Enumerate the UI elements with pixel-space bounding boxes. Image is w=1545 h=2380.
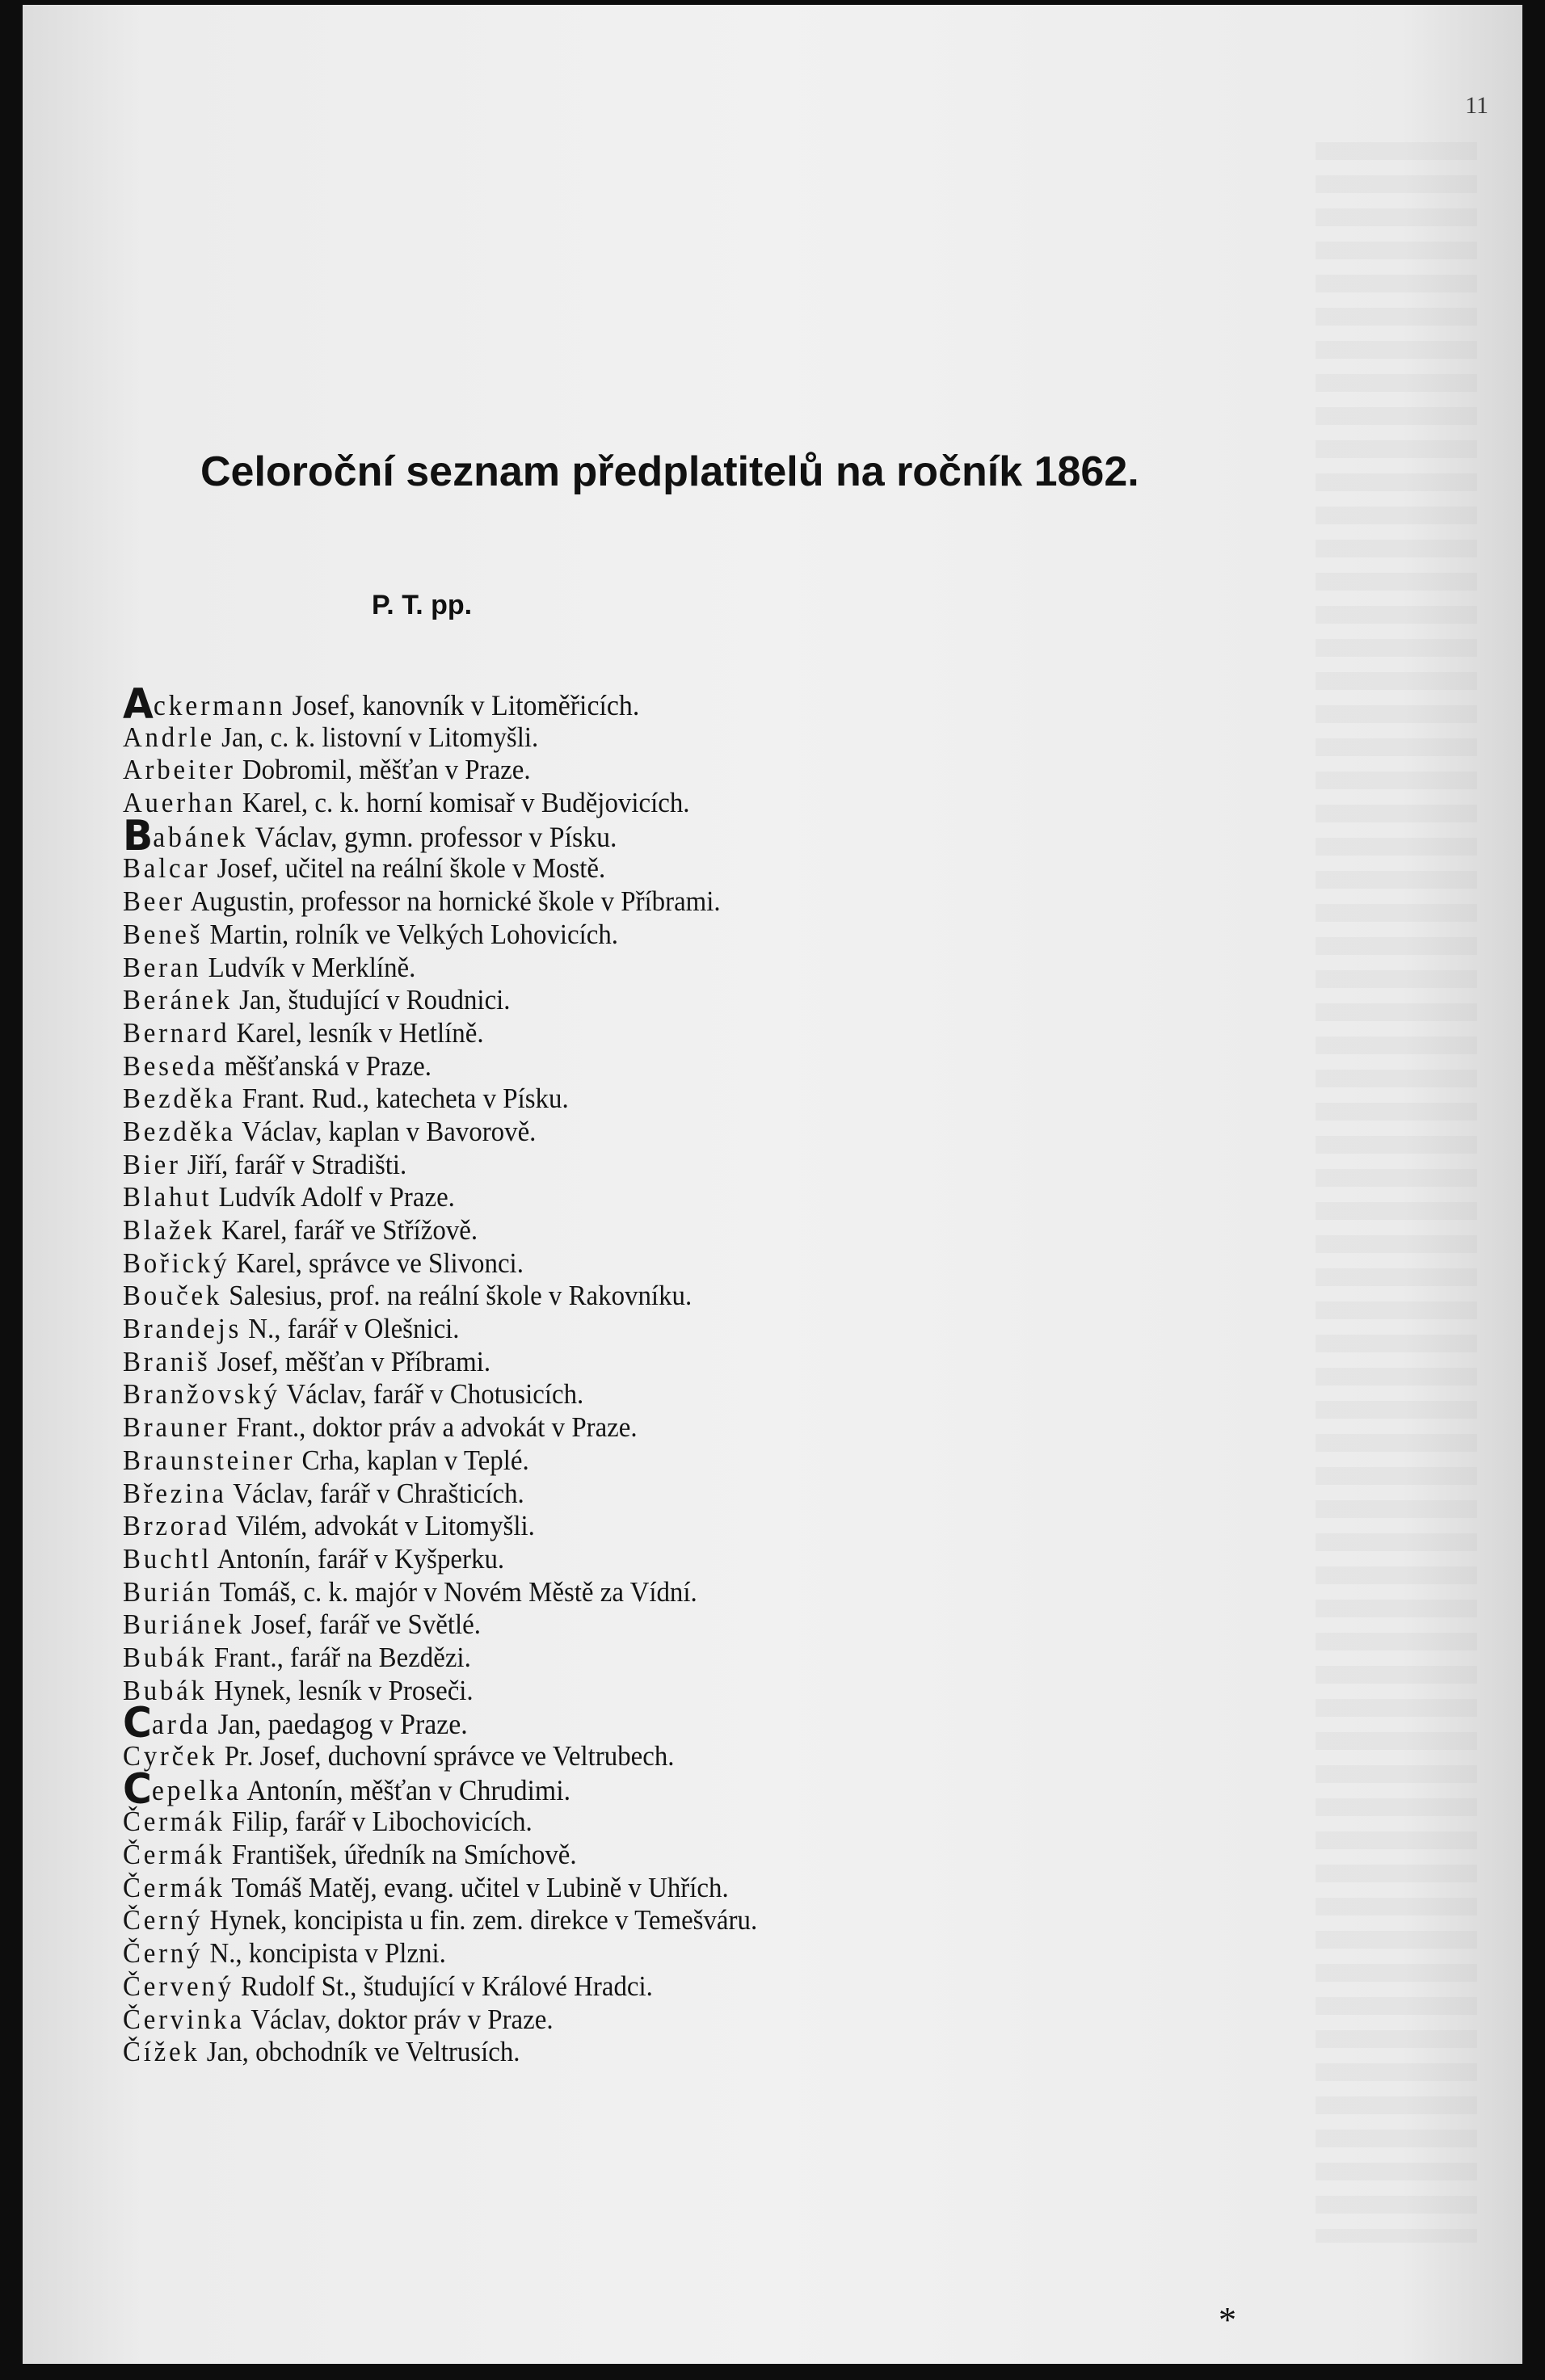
subscriber-surname: Blahut: [123, 1181, 213, 1213]
subscriber-surname: Andrle: [123, 721, 215, 753]
subscriber-entry: [123, 1478, 1262, 1511]
subscriber-entry: [123, 1839, 1262, 1872]
subscriber-entry: [123, 2036, 1262, 2069]
subscriber-surname: Červený: [123, 1970, 234, 2002]
subscriber-list: [123, 680, 1335, 2069]
subscriber-entry: [123, 1642, 1262, 1675]
subscriber-surname: Arbeiter: [123, 754, 236, 786]
subscriber-details: Karel, lesník v Hetlíně.: [236, 1016, 484, 1049]
subscriber-details: Filip, farář v Libochovicích.: [231, 1806, 533, 1838]
subscriber-entry: [123, 1740, 1262, 1773]
subscriber-details: Václav, doktor práv v Praze.: [250, 2003, 554, 2035]
subscriber-details: Karel, správce ve Slivonci.: [236, 1247, 524, 1279]
subscriber-surname: Buriánek: [123, 1608, 245, 1641]
initial-letter: A: [123, 680, 154, 729]
subscriber-surname: Cyrček: [123, 1740, 218, 1772]
subscriber-details: Frant. Rud., katecheta v Písku.: [242, 1083, 569, 1115]
subscriber-details: Dobromil, měšťan v Praze.: [242, 754, 531, 786]
subscriber-surname: Buchtl: [123, 1542, 213, 1575]
subscriber-surname: Bezděka: [123, 1083, 236, 1115]
subscriber-entry: [123, 787, 1262, 820]
subscriber-details: Antonín, měšťan v Chrudimi.: [246, 1773, 571, 1806]
subscriber-surname: Branžovský: [123, 1378, 280, 1411]
subscriber-surname: Brzorad: [123, 1510, 230, 1542]
subtitle: P. T. pp.: [372, 590, 473, 620]
subscriber-surname: Bernard: [123, 1016, 230, 1049]
subscriber-details: měšťanská v Praze.: [224, 1049, 432, 1082]
subscriber-details: František, úředník na Smíchově.: [231, 1839, 577, 1871]
subscriber-details: Václav, gymn. professor v Písku.: [255, 820, 617, 853]
subscriber-surname: arda: [151, 1708, 212, 1741]
subscriber-surname: Balcar: [123, 852, 211, 885]
subscriber-entry: [123, 1937, 1262, 1970]
subscriber-entry: [123, 1444, 1262, 1478]
subscriber-surname: Červinka: [123, 2003, 245, 2035]
subscriber-details: Vilém, advokát v Litomyšli.: [235, 1510, 535, 1542]
subscriber-surname: Braniš: [123, 1345, 211, 1377]
subscriber-surname: Bořický: [123, 1247, 230, 1279]
subscriber-details: Frant., farář na Bezdězi.: [213, 1641, 471, 1673]
subscriber-details: N., koncipista v Plzni.: [209, 1937, 446, 1970]
subscriber-entry: [123, 1346, 1262, 1379]
subscriber-entry: [123, 1970, 1262, 2004]
page-number: 11: [1465, 92, 1488, 119]
subscriber-entry: [123, 754, 1262, 787]
subscriber-surname: Čermák: [123, 1806, 225, 1838]
subscriber-details: Martin, rolník ve Velkých Lohovicích.: [209, 918, 619, 950]
subscriber-details: Ludvík v Merklíně.: [208, 951, 416, 983]
subscriber-details: Josef, učitel na reální škole v Mostě.: [217, 852, 606, 885]
initial-letter: C: [123, 1699, 152, 1748]
subscriber-details: Tomáš Matěj, evang. učitel v Lubině v Uhřích.: [231, 1871, 729, 1903]
subscriber-surname: abánek: [153, 820, 249, 853]
subscriber-entry: [123, 1411, 1262, 1444]
subscriber-details: Karel, c. k. horní komisař v Budějovicích.: [242, 787, 690, 819]
subscriber-details: Josef, farář ve Světlé.: [250, 1608, 482, 1641]
subscriber-entry: [123, 1214, 1262, 1247]
subscriber-details: Jan, c. k. listovní v Litomyšli.: [221, 721, 539, 753]
subscriber-surname: Bubák: [123, 1641, 208, 1673]
subscriber-details: Salesius, prof. na reální škole v Rakovníku.: [229, 1280, 693, 1312]
subscriber-entry: [123, 885, 1262, 919]
subscriber-entry: [123, 1149, 1262, 1182]
subscriber-surname: Beer: [123, 885, 186, 918]
subscriber-surname: epelka: [151, 1773, 242, 1806]
subscriber-entry: [123, 1699, 1262, 1748]
subscriber-surname: Braunsteiner: [123, 1444, 296, 1476]
subscriber-entry: [123, 811, 1262, 860]
subscriber-surname: Černý: [123, 1937, 204, 1970]
subscriber-entry: [123, 984, 1262, 1017]
subscriber-surname: Blažek: [123, 1214, 215, 1246]
footer-mark: *: [1219, 2300, 1236, 2340]
subscriber-details: Tomáš, c. k. majór v Novém Městě za Vídní.: [219, 1575, 697, 1608]
subscriber-surname: Brandejs: [123, 1313, 242, 1345]
subscriber-entry: [123, 1510, 1262, 1543]
subscriber-surname: Bouček: [123, 1280, 223, 1312]
subscriber-entry: [123, 1872, 1262, 1905]
subscriber-details: Karel, farář ve Střížově.: [221, 1214, 478, 1246]
subscriber-surname: ckermann: [153, 689, 286, 721]
subscriber-details: Jan, obchodník ve Veltrusích.: [206, 2036, 520, 2068]
subscriber-surname: Burián: [123, 1575, 214, 1608]
subscriber-entry: [123, 1116, 1262, 1149]
subscriber-entry: [123, 2004, 1262, 2037]
subscriber-details: Václav, farář v Chrašticích.: [233, 1477, 524, 1509]
subscriber-details: Antonín, farář v Kyšperku.: [217, 1542, 505, 1575]
subscriber-surname: Brauner: [123, 1411, 230, 1444]
subscriber-details: Josef, měšťan v Příbrami.: [217, 1345, 491, 1377]
subscriber-surname: Březina: [123, 1477, 227, 1509]
document-page: [23, 5, 1522, 2364]
subscriber-surname: Čermák: [123, 1871, 225, 1903]
subscriber-details: Jan, paedagog v Praze.: [217, 1708, 468, 1741]
subscriber-details: Hynek, lesník v Proseči.: [213, 1674, 474, 1706]
subscriber-entry: [123, 852, 1262, 885]
subscriber-entry: [123, 1181, 1262, 1214]
initial-letter: B: [123, 811, 154, 860]
show-through-text: [1316, 142, 1477, 2243]
subscriber-entry: [123, 1576, 1262, 1609]
subscriber-entry: [123, 1608, 1262, 1642]
subscriber-entry: [123, 1247, 1262, 1280]
subscriber-surname: Bubák: [123, 1674, 208, 1706]
subscriber-entry: [123, 1017, 1262, 1050]
subscriber-entry: [123, 1083, 1262, 1116]
subscriber-entry: [123, 1280, 1262, 1313]
subscriber-details: Jiří, farář v Stradišti.: [187, 1148, 407, 1180]
subscriber-surname: Beránek: [123, 984, 233, 1016]
subscriber-entry: [123, 1313, 1262, 1346]
subscriber-entry: [123, 1050, 1262, 1083]
subscriber-details: Hynek, koncipista u fin. zem. direkce v Temešváru.: [209, 1904, 758, 1936]
subscriber-surname: Bier: [123, 1148, 181, 1180]
subscriber-details: N., farář v Olešnici.: [248, 1313, 460, 1345]
subscriber-surname: Beneš: [123, 918, 204, 950]
subscriber-surname: Beran: [123, 951, 202, 983]
subscriber-entry: [123, 952, 1262, 985]
page-title: Celoroční seznam předplatitelů na ročník 1862.: [200, 448, 1139, 495]
subscriber-details: Frant., doktor práv a advokát v Praze.: [236, 1411, 638, 1444]
subscriber-surname: Auerhan: [123, 787, 236, 819]
subscriber-details: Václav, farář v Chotusicích.: [286, 1378, 584, 1411]
subscriber-details: Ludvík Adolf v Praze.: [218, 1181, 455, 1213]
subscriber-details: Jan, študující v Roudnici.: [239, 984, 511, 1016]
subscriber-details: Rudolf St., študující v Králové Hradci.: [241, 1970, 653, 2002]
subscriber-details: Crha, kaplan v Teplé.: [301, 1444, 529, 1476]
subscriber-surname: Čížek: [123, 2036, 200, 2068]
subscriber-surname: Bezděka: [123, 1115, 236, 1147]
subscriber-details: Augustin, professor na hornické škole v Příbrami.: [190, 885, 721, 918]
subscriber-entry: [123, 680, 1262, 729]
subscriber-surname: Čermák: [123, 1839, 225, 1871]
subscriber-entry: [123, 919, 1262, 952]
subscriber-entry: [123, 1378, 1262, 1411]
subscriber-entry: [123, 1764, 1262, 1814]
subscriber-entry: [123, 721, 1262, 755]
subscriber-entry: [123, 1806, 1262, 1839]
subscriber-entry: [123, 1543, 1262, 1576]
subscriber-details: Josef, kanovník v Litoměřicích.: [292, 689, 640, 721]
subscriber-surname: Černý: [123, 1904, 204, 1936]
subscriber-details: Pr. Josef, duchovní správce ve Veltrubech.: [224, 1740, 675, 1772]
subscriber-surname: Beseda: [123, 1049, 218, 1082]
subscriber-details: Václav, kaplan v Bavorově.: [242, 1115, 537, 1147]
initial-letter: C: [123, 1764, 152, 1814]
subscriber-entry: [123, 1675, 1262, 1708]
subscriber-entry: [123, 1904, 1262, 1937]
